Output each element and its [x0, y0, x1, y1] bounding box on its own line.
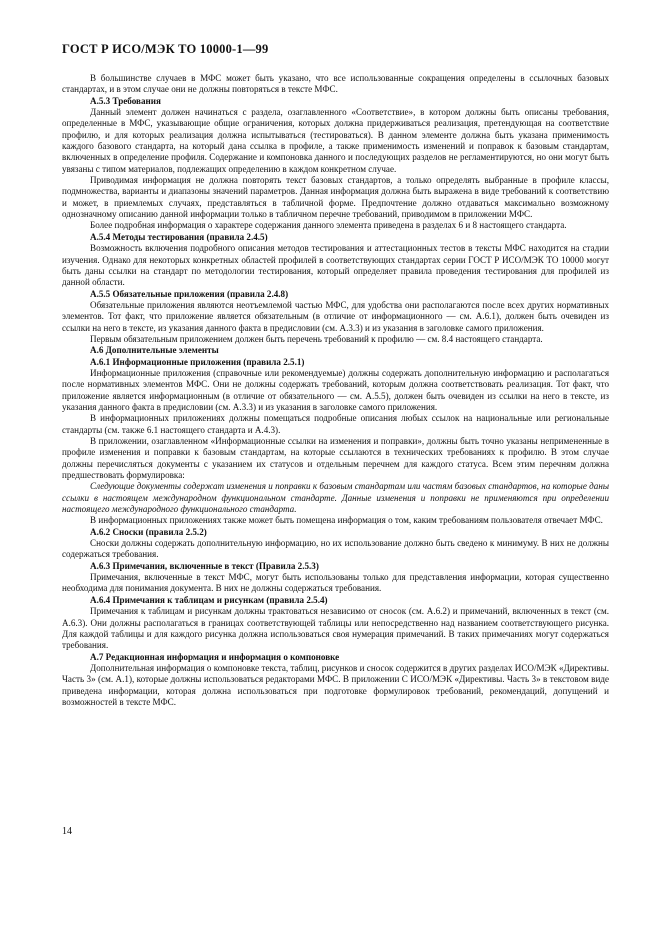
section-heading: А.6.4 Примечания к таблицам и рисункам (правила 2.5.4): [90, 594, 328, 605]
paragraph: В информационных приложениях также может быть помещена информация о том, каким требованиям пользователя отвечает МФС.: [90, 515, 603, 526]
section-heading: А.6.3 Примечания, включенные в текст (Правила 2.5.3): [90, 560, 319, 571]
page-number: 14: [62, 826, 72, 837]
paragraph: В приложении, озаглавленном «Информационные ссылки на изменения и поправки», должны быть точно указаны непримененные в профиле изменения и поправки к базовым стандартам, на которые ссылаются в технических требованиях к профилю. В этом случае должны перечисляться документы с указанием их статусов и отдельным перечнем для каждого статуса. Всем этим перечням должна предшествовать формулировка:: [62, 436, 609, 481]
document-header: ГОСТ Р ИСО/МЭК ТО 10000-1—99: [62, 42, 269, 56]
section-heading: А.5.3 Требования: [90, 95, 161, 106]
paragraph: В информационных приложениях должны помещаться подробные описания любых ссылок на национальные или региональные стандарты (см. также 6.1 настоящего стандарта и А.4.3).: [62, 413, 609, 435]
section-heading: А.6.2 Сноски (правила 2.5.2): [90, 526, 207, 537]
paragraph: Примечания к таблицам и рисункам должны трактоваться независимо от сносок (см. А.6.2) и примечаний, включенных в текст (см. А.6.3). Они должны располагаться в границах соответствующей таблицы или непосредственно над названием соответствующего рисунка. Для каждой таблицы и для каждого рисунка должна использоваться своя нумерация примечаний. В таких примечаниях могут содержаться требования.: [62, 606, 609, 651]
paragraph: Первым обязательным приложением должен быть перечень требований к профилю — см. 8.4 настоящего стандарта.: [90, 333, 543, 344]
paragraph: Возможность включения подробного описания методов тестирования и аттестационных тестов в тексты МФС находится на стадии изучения. Однако для некоторых конкретных областей профилей в соответствующих стандартах серии ГОСТ Р ИСО/МЭК ТО 10000 могут быть даны ссылки на стандарт по методологии тестирования, который определяет правила проведения тестирования для профилей из данной области.: [62, 243, 609, 288]
paragraph: Приводимая информация не должна повторять текст базовых стандартов, а только определять выбранные в профиле классы, подмножества, варианты и диапазоны значений параметров. Данная информация должна быть выражена в виде требований к соответствию и может, в приемлемых случаях, представляться в табличной форме. Предпочтение должно отдаваться максимально возможному однозначному описанию данной информации только в табличном перечне требований, приводимом в приложении МФС.: [62, 175, 609, 220]
paragraph: Обязательные приложения являются неотъемлемой частью МФС, для удобства они располагаются после всех других нормативных элементов. Тот факт, что приложение является обязательным (в отличие от информационного — см. А.6.1), должен быть очевиден из ссылки на него в тексте, из указания данного факта в предисловии (см. А.3.3) и из указания в заголовке самого приложения.: [62, 299, 609, 333]
paragraph: Сноски должны содержать дополнительную информацию, но их использование должно быть сведено к минимуму. В них не должны содержаться требования.: [62, 538, 609, 560]
document-body: [62, 73, 609, 708]
paragraph: В большинстве случаев в МФС может быть указано, что все использованные сокращения определены в ссылочных базовых стандартах, и в этом случае они не должны повторяться в тексте МФС.: [62, 73, 609, 95]
italic-paragraph: Следующие документы содержат изменения и поправки к базовым стандартам или частям базовых стандартов, на которые даны ссылки в настоящем международном функциональном стандарте. Данные изменения и поправки не применяются при определении настоящего международного функционального стандарта.: [62, 481, 609, 515]
paragraph: Данный элемент должен начинаться с раздела, озаглавленного «Соответствие», в котором должны быть описаны требования, определенные в МФС, указывающие общие ограничения, которых должна придерживаться реализация, претендующая на соответствие профилю, и для которых реализация должна испытываться (тестироваться). В данном элементе должна быть указана применимость каждого базового стандарта, на который дана ссылка в профиле, а также применимость изменений и поправок к базовым стандартам, включенных в определение профиля. Содержание и компоновка данного и последующих разделов не регламентируются, но они могут быть увязаны с типом материалов, подлежащих определению в каждом конкретном случае.: [62, 107, 609, 174]
section-heading: А.5.4 Методы тестирования (правила 2.4.5): [90, 231, 268, 242]
paragraph: Примечания, включенные в текст МФС, могут быть использованы только для представления информации, которая существенно необходима для понимания документа. В них не должны содержаться требования.: [62, 572, 609, 594]
section-heading: А.6 Дополнительные элементы: [90, 345, 219, 356]
section-heading: А.5.5 Обязательные приложения (правила 2.4.8): [90, 288, 289, 299]
section-heading: А.6.1 Информационные приложения (правила 2.5.1): [90, 356, 305, 367]
paragraph: Информационные приложения (справочные или рекомендуемые) должны содержать дополнительную информацию и располагаться после нормативных элементов МФС. Они не должны содержать требований, которым должна соответствовать реализация. Тот факт, что приложение является информационным (в отличие от обязательного — см. А.5.5), должен быть очевиден из ссылки на него в тексте, из указания данного факта в предисловии (см. А.3.3) и из указания в заголовке самого приложения.: [62, 367, 609, 412]
paragraph: Дополнительная информация о компоновке текста, таблиц, рисунков и сносок содержится в других разделах ИСО/МЭК «Директивы. Часть 3» (см. А.1), которые должны использоваться редакторами МФС. В приложении С ИСО/МЭК «Директивы. Часть 3» в текстовом виде приведена информации, которая должна использоваться при подготовке формулировок требований, рекомендаций, допущений и возможностей в тексте МФС.: [62, 662, 609, 707]
section-heading: А.7 Редакционная информация и информация о компоновке: [90, 651, 340, 662]
paragraph: Более подробная информация о характере содержания данного элемента приведена в разделах 6 и 8 настоящего стандарта.: [90, 220, 567, 231]
